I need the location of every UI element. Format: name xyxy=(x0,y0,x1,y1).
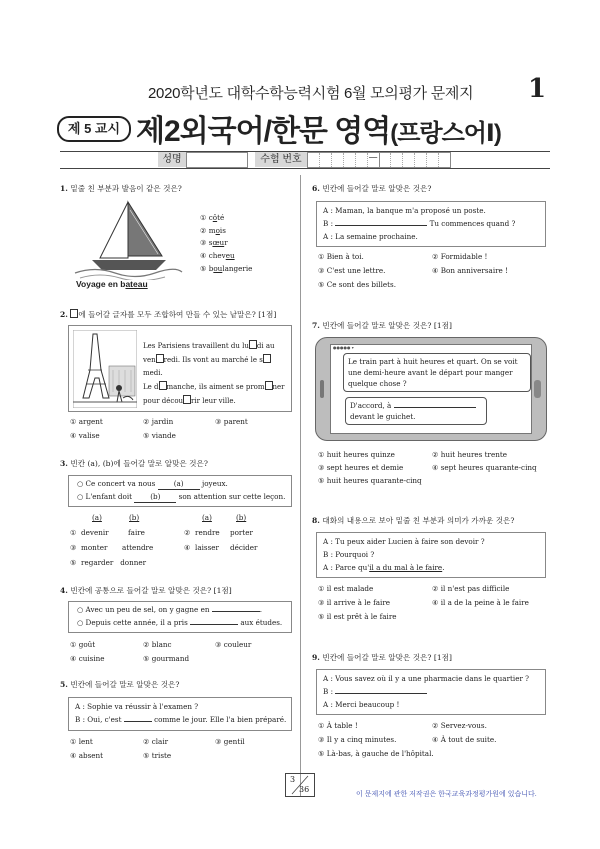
q9-text: 빈칸에 들어갈 말로 알맞은 것은? [1점] xyxy=(322,653,452,662)
q7-option-1[interactable]: ① huit heures quinze xyxy=(318,450,395,459)
q5-box: A : Sophie va réussir à l'examen ? B : Oui, c'est comme le jour. Elle l'a bien préparé. xyxy=(68,697,292,731)
q7-option-2[interactable]: ② huit heures trente xyxy=(432,450,507,459)
q9-option-4[interactable]: ④ À tout de suite. xyxy=(432,735,497,744)
id-field[interactable] xyxy=(307,152,451,168)
column-divider xyxy=(300,175,301,797)
q6-number: 6. xyxy=(312,184,320,193)
q1-stem xyxy=(60,184,295,194)
q4-box: ○ Avec un peu de sel, on y gagne en . ○ Depuis cette année, il a pris aux études. xyxy=(68,601,292,633)
q2-option-5[interactable]: ⑤ viande xyxy=(143,431,176,440)
q8-text: 대화의 내용으로 보아 밑줄 친 부분과 의미가 가까운 것은? xyxy=(322,516,515,525)
q1-caption-underlined: ateau xyxy=(125,279,148,289)
q4-text: 빈칸에 공통으로 들어갈 말로 알맞은 것은? [1점] xyxy=(70,586,232,595)
phone-home-button xyxy=(534,380,541,398)
q9-option-1[interactable]: ① À table ! xyxy=(318,721,358,730)
phone-status-bar: ●●●●● ▾ xyxy=(333,345,354,350)
q3-option-5[interactable]: ⑤ regarder donner xyxy=(70,558,147,567)
q2-option-4[interactable]: ④ valise xyxy=(70,431,100,440)
q5-text: 빈칸에 들어갈 말로 알맞은 것은? xyxy=(70,680,180,689)
q5-number: 5. xyxy=(60,680,68,689)
q1-option-5[interactable]: ⑤ boulangerie xyxy=(200,263,253,273)
q3-col-b-left: (b) xyxy=(129,513,140,522)
q2-box xyxy=(68,325,292,412)
phone-frame xyxy=(315,337,547,441)
phone-speaker xyxy=(320,380,324,398)
q8-option-4[interactable]: ④ il a de la peine à le faire xyxy=(432,598,529,607)
q8-box: A : Tu peux aider Lucien à faire son devoir ? B : Pourquoi ? A : Parce qu'il a du mal à le faire. xyxy=(316,532,546,578)
subject-main: 제2외국어/한문 영역 xyxy=(136,115,391,148)
q2-number: 2. xyxy=(60,310,68,319)
copyright-notice: 이 문제지에 관한 저작권은 한국교육과정평가원에 있습니다. xyxy=(356,791,537,798)
q5-option-1[interactable]: ① lent xyxy=(70,737,93,746)
q6-option-3[interactable]: ③ C'est une lettre. xyxy=(318,266,386,275)
sailboat-image xyxy=(70,200,185,280)
q4-number: 4. xyxy=(60,586,68,595)
q3-stem xyxy=(60,459,300,469)
page-number-box xyxy=(285,773,315,797)
subject-sub: (프랑스어Ⅰ) xyxy=(390,120,501,147)
q3-option-3[interactable]: ③ monter attendre xyxy=(70,543,154,552)
q9-box: A : Vous savez où il y a une pharmacie dans le quartier ? B : A : Merci beaucoup ! xyxy=(316,669,546,715)
q7-option-5[interactable]: ⑤ huit heures quarante-cinq xyxy=(318,476,422,485)
q7-text: 빈칸에 들어갈 말로 알맞은 것은? [1점] xyxy=(322,321,452,330)
q6-option-4[interactable]: ④ Bon anniversaire ! xyxy=(432,266,508,275)
q8-option-3[interactable]: ③ il arrive à le faire xyxy=(318,598,391,607)
id-dash: — xyxy=(368,153,380,167)
q7-option-4[interactable]: ④ sept heures quarante-cinq xyxy=(432,463,537,472)
q1-caption-pre: Voyage en b xyxy=(76,279,126,289)
q3-option-1[interactable]: ① devenir faire xyxy=(70,528,145,537)
q9-option-3[interactable]: ③ Il y a cinq minutes. xyxy=(318,735,397,744)
q6-option-2[interactable]: ② Formidable ! xyxy=(432,252,488,261)
q8-option-2[interactable]: ② il n'est pas difficile xyxy=(432,584,510,593)
q2-option-2[interactable]: ② jardin xyxy=(143,417,174,426)
q3-option-4[interactable]: ④ laisser décider xyxy=(184,543,258,552)
q3-col-a-left: (a) xyxy=(92,513,102,522)
q4-option-5[interactable]: ⑤ gourmand xyxy=(143,654,190,663)
q4-stem xyxy=(60,586,300,596)
q6-stem xyxy=(312,184,552,194)
phone-screen xyxy=(330,344,532,434)
q5-option-5[interactable]: ⑤ triste xyxy=(143,751,172,760)
exam-title: 2020학년도 대학수학능력시험 6월 모의평가 문제지 xyxy=(148,85,474,102)
q4-option-1[interactable]: ① goût xyxy=(70,640,96,649)
q7-bubble-2: D'accord, à devant le guichet. xyxy=(345,397,487,425)
q1-caption xyxy=(76,279,148,289)
q2-option-3[interactable]: ③ parent xyxy=(215,417,248,426)
q7-option-3[interactable]: ③ sept heures et demie xyxy=(318,463,404,472)
q7-number: 7. xyxy=(312,321,320,330)
q6-option-1[interactable]: ① Bien à toi. xyxy=(318,252,364,261)
page-total: 36 xyxy=(299,785,310,794)
page-num: 3 xyxy=(290,775,296,784)
q1-option-3[interactable]: ③ sœur xyxy=(200,238,228,248)
q7-stem xyxy=(312,321,552,331)
name-field[interactable] xyxy=(186,152,248,168)
q2-option-1[interactable]: ① argent xyxy=(70,417,103,426)
q9-option-5[interactable]: ⑤ Là-bas, à gauche de l'hôpital. xyxy=(318,749,434,758)
paris-image xyxy=(73,330,137,408)
q1-text: 밑줄 친 부분과 발음이 같은 것은? xyxy=(70,184,182,193)
q2-passage: Les Parisiens travaillent du lu di au ven redi. Ils vont au marché le smedi. Le d manche, ils aiment se prom ner pour décou rir leur ville. xyxy=(143,342,285,405)
q5-option-2[interactable]: ② clair xyxy=(143,737,169,746)
q5-stem xyxy=(60,680,300,690)
q3-col-a-right: (a) xyxy=(202,513,212,522)
q8-option-5[interactable]: ⑤ il est prêt à le faire xyxy=(318,612,397,621)
q3-box: ○ Ce concert va nous (a) joyeux. ○ L'enfant doit (b) son attention sur cette leçon. xyxy=(68,475,292,507)
q4-option-4[interactable]: ④ cuisine xyxy=(70,654,105,663)
q6-box: A : Maman, la banque m'a proposé un poste. B : Tu commences quand ? A : La semaine prochaine. xyxy=(316,201,546,247)
q9-stem xyxy=(312,653,552,663)
q9-number: 9. xyxy=(312,653,320,662)
q2-text: 에 들어갈 글자를 모두 조합하여 만들 수 있는 낱말은? [1점] xyxy=(78,310,277,319)
q1-number: 1. xyxy=(60,184,68,193)
q3-text: 빈칸 (a), (b)에 들어갈 말로 알맞은 것은? xyxy=(70,459,208,468)
q3-number: 3. xyxy=(60,459,68,468)
q8-stem xyxy=(312,516,556,526)
q4-option-2[interactable]: ② blanc xyxy=(143,640,172,649)
q8-option-1[interactable]: ① il est malade xyxy=(318,584,374,593)
q6-text: 빈칸에 들어갈 말로 알맞은 것은? xyxy=(322,184,432,193)
q1-option-4[interactable]: ④ cheveu xyxy=(200,251,235,261)
q5-option-4[interactable]: ④ absent xyxy=(70,751,104,760)
q8-number: 8. xyxy=(312,516,320,525)
q9-option-2[interactable]: ② Servez-vous. xyxy=(432,721,487,730)
q1-option-1[interactable]: ① côté xyxy=(200,213,225,222)
period-badge: 제 5 교시 xyxy=(57,116,131,142)
page-mark: 1 xyxy=(528,74,547,104)
q1-option-2[interactable]: ② mois xyxy=(200,225,226,235)
q2-stem xyxy=(60,309,300,320)
subject-title xyxy=(136,106,501,150)
q3-col-b-right: (b) xyxy=(236,513,247,522)
q6-option-5[interactable]: ⑤ Ce sont des billets. xyxy=(318,280,397,289)
q1-options xyxy=(200,213,252,274)
q7-bubble-1: Le train part à huit heures et quart. On se voit une demi-heure avant le départ pour manger quelque chose ? xyxy=(343,353,531,392)
name-label: 성명 xyxy=(158,152,186,167)
q4-option-3[interactable]: ③ couleur xyxy=(215,640,252,649)
id-label: 수험 번호 xyxy=(255,152,307,167)
q3-option-2[interactable]: ② rendre porter xyxy=(184,528,253,537)
q5-option-3[interactable]: ③ gentil xyxy=(215,737,245,746)
